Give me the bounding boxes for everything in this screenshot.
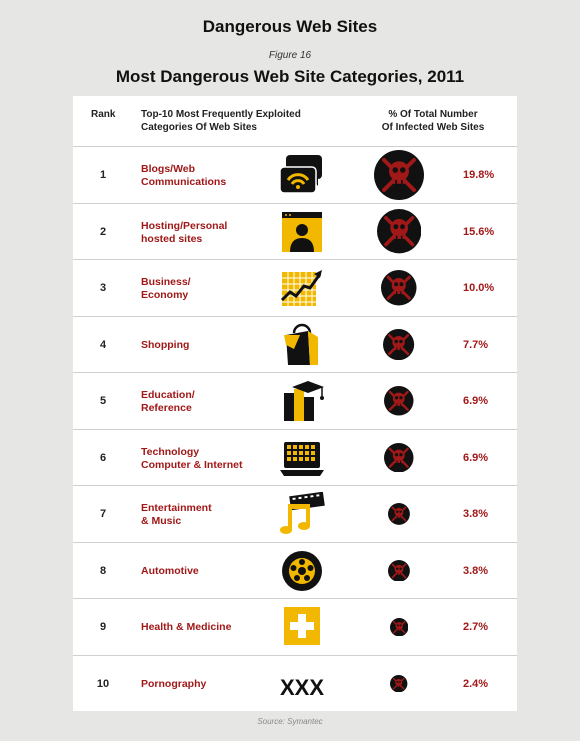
skull-bubble-mark [383, 329, 414, 365]
rank-value: 9 [99, 621, 107, 633]
xxx-icon [278, 662, 326, 706]
category-label: Education/ Reference [141, 389, 195, 414]
chat-wifi-icon [278, 153, 326, 197]
table-row [73, 655, 517, 712]
skull-bubble-mark [384, 386, 414, 421]
person-window-icon [278, 210, 326, 254]
percent-label: 3.8% [463, 564, 489, 577]
category-table [73, 96, 517, 711]
category-label: Entertainment & Music [141, 502, 212, 527]
table-row [73, 485, 517, 542]
header-percent: % Of Total Number Of Infected Web Sites [381, 109, 485, 133]
source-note: Source: Symantec [257, 717, 323, 726]
shopping-bag-icon [278, 323, 326, 367]
category-label: Shopping [141, 338, 190, 351]
skull-bubble-mark [374, 150, 424, 205]
percent-label: 6.9% [463, 451, 489, 464]
percent-label: 3.8% [463, 508, 489, 520]
rank-value: 1 [99, 169, 107, 181]
rank-value: 7 [99, 508, 107, 520]
svg-text:XXX: XXX [279, 674, 325, 700]
rank-value: 2 [99, 225, 107, 238]
table-row [73, 146, 517, 203]
medical-cross-icon [278, 605, 326, 649]
chart-title: Most Dangerous Web Site Categories, 2011 [115, 67, 465, 86]
table-row [73, 598, 517, 655]
percent-label: 7.7% [463, 338, 489, 351]
category-label: Health & Medicine [141, 621, 232, 633]
table-row [73, 372, 517, 429]
skull-bubble-mark [377, 209, 421, 258]
skull-bubble-mark [388, 560, 410, 587]
percent-label: 10.0% [463, 282, 495, 294]
skull-bubble-mark [390, 618, 408, 641]
skull-bubble-mark [381, 270, 417, 311]
table-row [73, 203, 517, 260]
rank-value: 5 [99, 395, 107, 407]
header-rank: Rank [91, 109, 116, 120]
percent-label: 2.4% [463, 677, 489, 690]
table-row [73, 259, 517, 316]
rank-value: 10 [96, 677, 110, 690]
table-row [73, 316, 517, 373]
table-row [73, 429, 517, 486]
rank-value: 8 [99, 564, 107, 577]
category-label: Technology Computer & Internet [141, 445, 243, 471]
category-label: Hosting/Personal hosted sites [141, 219, 228, 245]
music-film-icon [278, 492, 326, 536]
category-label: Pornography [141, 677, 207, 690]
category-label: Automotive [141, 564, 199, 577]
category-label: Business/ Economy [141, 276, 191, 301]
trend-chart-icon [278, 266, 326, 310]
percent-label: 6.9% [463, 395, 489, 407]
table-row [73, 542, 517, 599]
percent-label: 19.8% [463, 169, 495, 181]
skull-bubble-mark [384, 443, 414, 478]
skull-bubble-mark [388, 503, 410, 530]
percent-label: 2.7% [463, 621, 489, 633]
figure-card [3, 3, 577, 738]
figure-label: Figure 16 [268, 50, 312, 61]
wheel-icon [278, 549, 326, 593]
percent-label: 15.6% [463, 225, 495, 238]
rank-value: 3 [99, 282, 107, 294]
books-cap-icon [278, 379, 326, 423]
laptop-icon [278, 436, 326, 480]
skull-bubble-mark [390, 675, 407, 697]
page-title: Dangerous Web Sites [202, 17, 378, 36]
category-label: Blogs/Web Communications [141, 163, 227, 188]
rank-value: 4 [99, 338, 107, 351]
rank-value: 6 [99, 451, 107, 464]
header-category: Top-10 Most Frequently Exploited Categories Of Web Sites [141, 109, 301, 133]
